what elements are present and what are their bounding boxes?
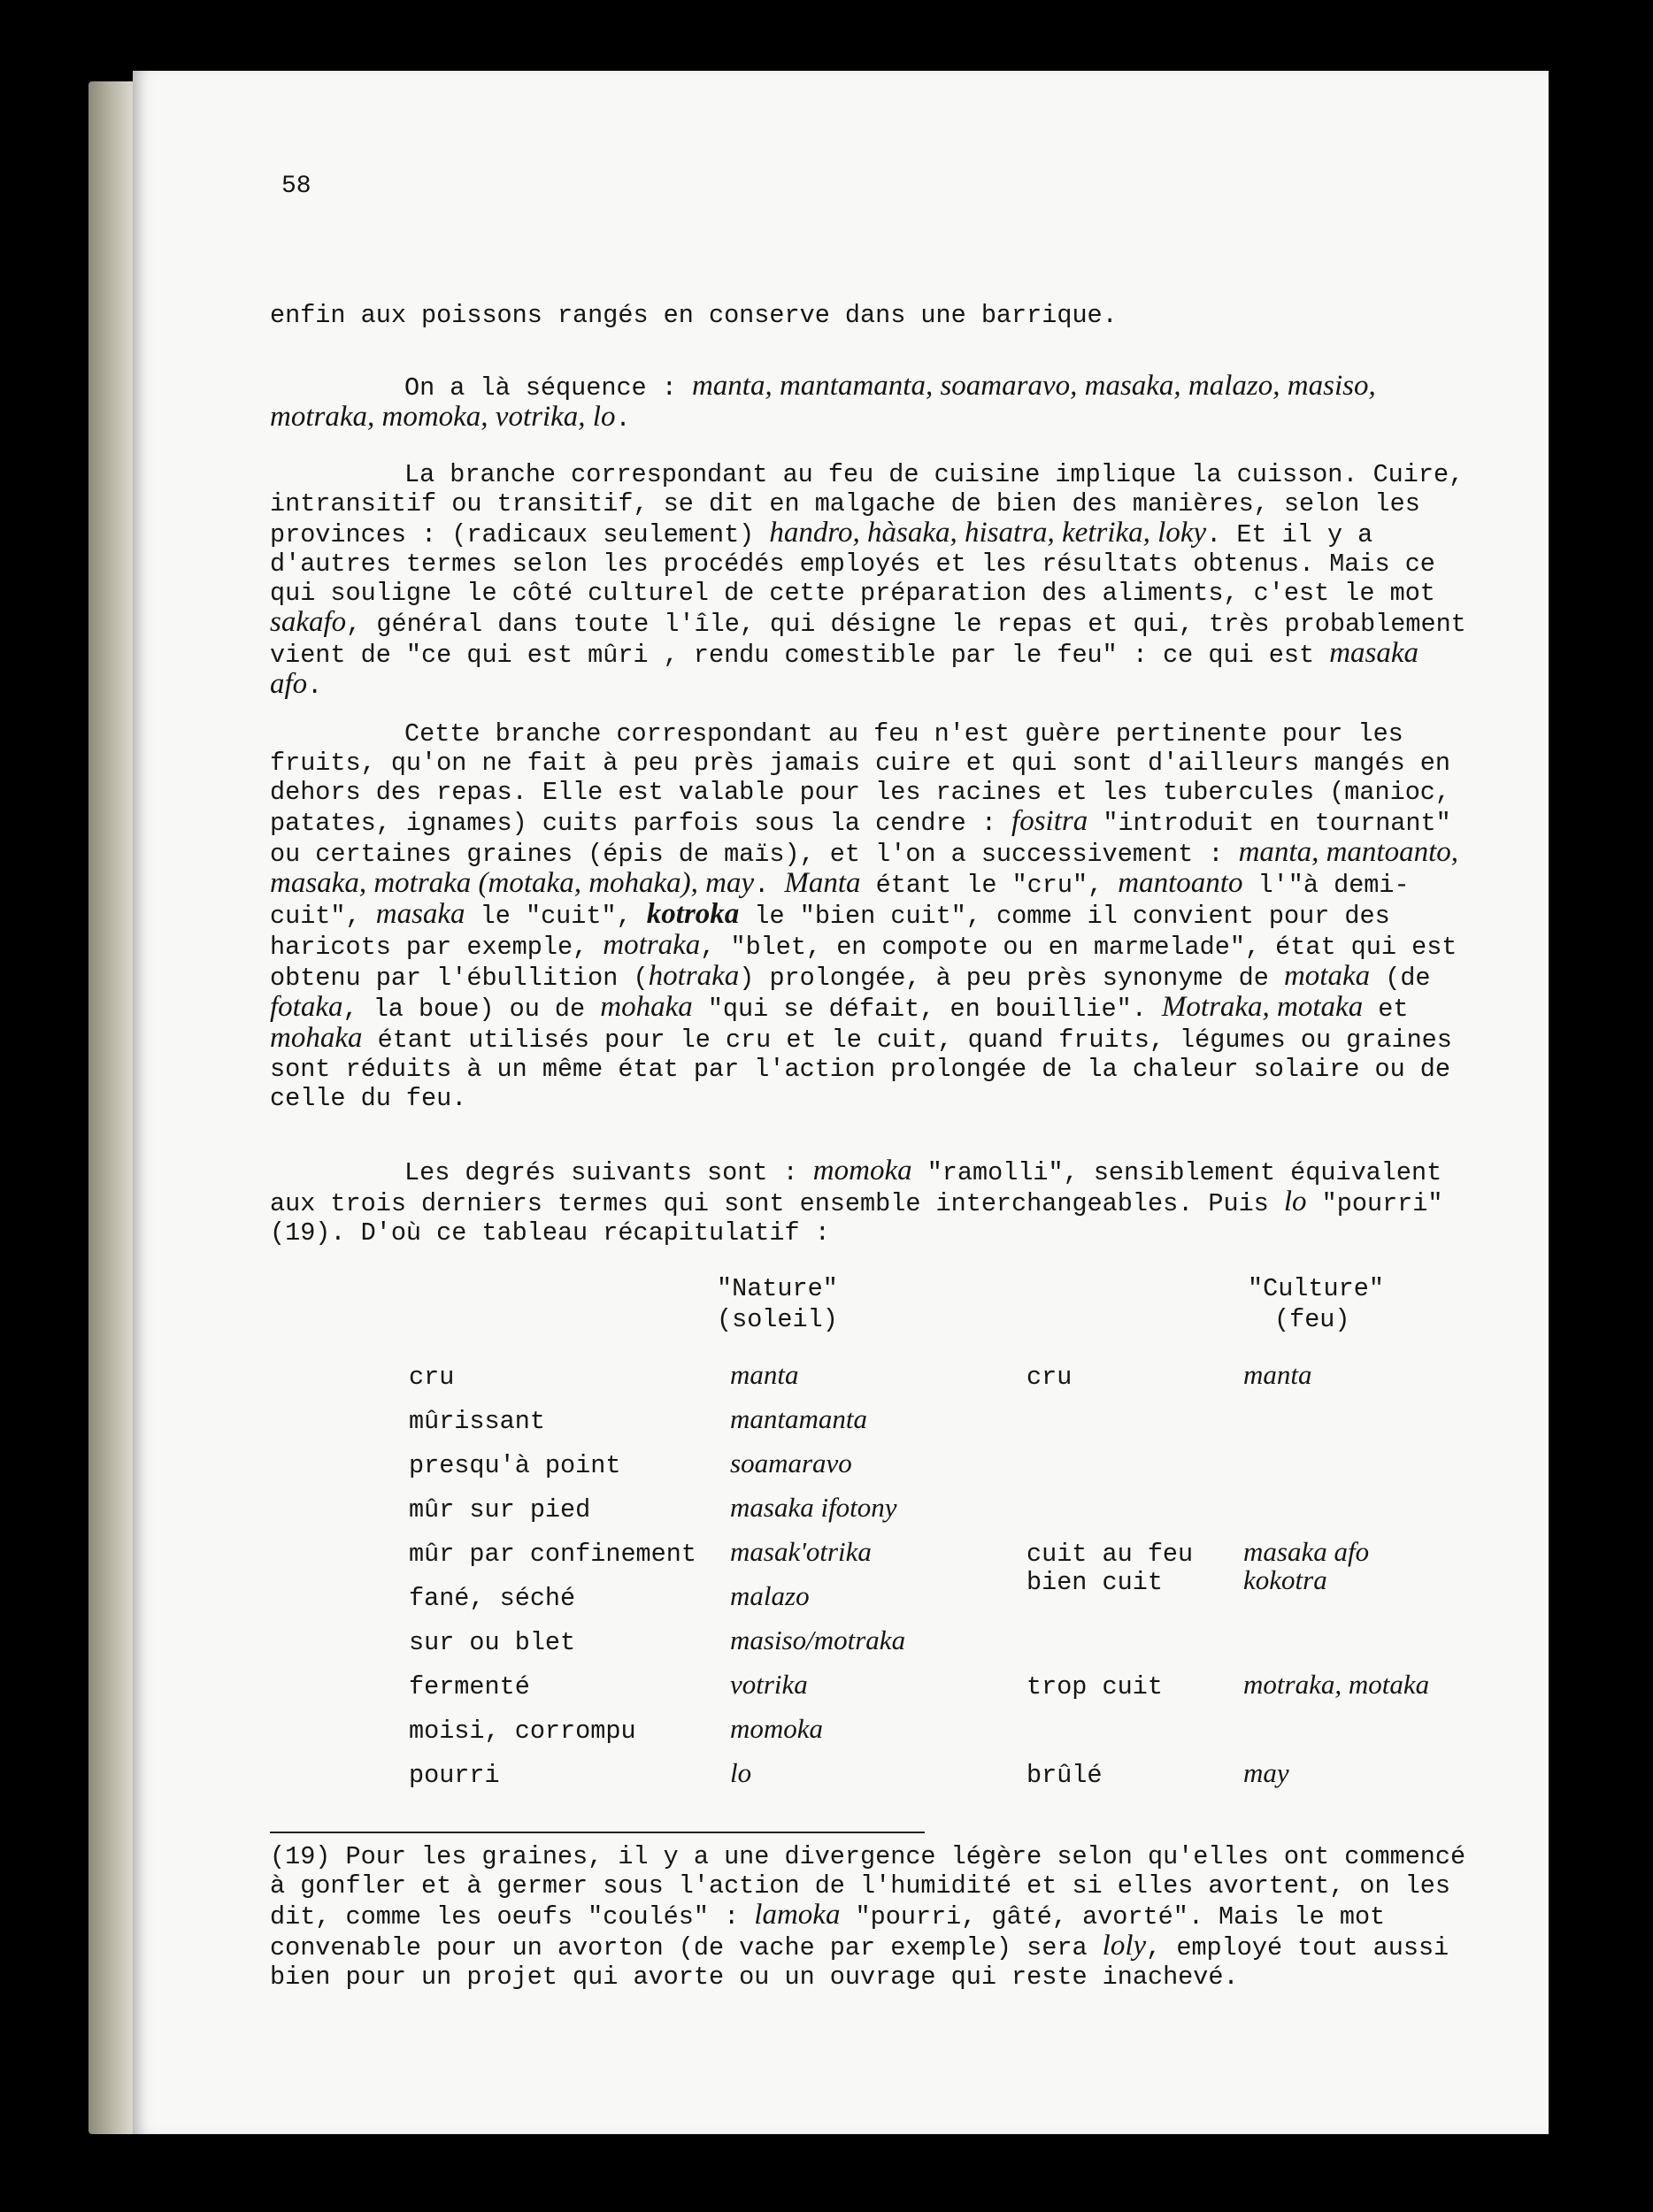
table-cell-malagasy: votrika (730, 1669, 808, 1700)
table-cell-french: sur ou blet (409, 1628, 576, 1657)
header-nature: "Nature" (717, 1274, 838, 1303)
table-cell-malagasy-culture-2: kokotra (1243, 1564, 1327, 1595)
header-nature-sub: (soleil) (717, 1305, 838, 1334)
footnote: (19) Pour les graines, il y a une divergence légère selon qu'elles ont commencé à gonfler et à germer sous l'action de l'humidité et si elles avortent, on les dit, comme les oeufs "coulés" : lamoka "pourri, gâté, avorté". Mais le mot convenable pour un avorton (de vache par exemple) sera loly, employé tout aussi bien pour un projet qui avorte ou un ouvrage qui reste inachevé. (270, 1842, 1466, 1992)
paragraph-4: Cette branche correspondant au feu n'est guère pertinente pour les fruits, qu'on ne fait à peu près jamais cuire et qui sont d'ailleurs mangés en dehors des repas. Elle est valable pour les racines et les tubercules (manioc, patates, ignames) cuits parfois sous la cendre : fositra "introduit en tournant" ou certaines graines (épis de maïs), et l'on a successivement : manta, mantoanto, masaka, motraka (motaka, mohaka), may. Manta étant le "cru", mantoanto l'"à demi-cuit", masaka le "cuit", kotroka le "bien cuit", comme il convient pour des haricots par exemple, motraka, "blet, en compote ou en marmelade", état qui est obtenu par l'ébullition (hotraka) prolongée, à peu près synonyme de motaka (de fotaka, la boue) ou de mohaka "qui se défait, en bouillie". Motraka, motaka et mohaka étant utilisés pour le cru et le cuit, quand fruits, légumes ou graines sont réduits à un même état par l'action prolongée de la chaleur solaire ou de celle du feu. (270, 719, 1458, 1113)
table-cell-french-culture: cuit au feu (1026, 1540, 1194, 1569)
header-culture-sub: (feu) (1274, 1305, 1350, 1334)
table-cell-malagasy: malazo (730, 1580, 810, 1611)
table-cell-french-culture-2: bien cuit (1026, 1568, 1163, 1597)
table-cell-malagasy: lo (730, 1757, 752, 1788)
footnote-rule (270, 1832, 925, 1833)
table-cell-french: pourri (409, 1761, 500, 1790)
table-cell-malagasy: mantamanta (730, 1403, 867, 1434)
table-cell-french-culture: brûlé (1026, 1761, 1103, 1790)
table-cell-french: cru (409, 1363, 455, 1392)
table-cell-malagasy-culture: masaka afo (1243, 1536, 1370, 1567)
table-cell-french: mûr par confinement (409, 1540, 696, 1569)
table-cell-french: moisi, corrompu (409, 1717, 636, 1746)
table-cell-french: presqu'à point (409, 1451, 621, 1480)
table-cell-french: fané, séché (409, 1584, 576, 1613)
table-cell-malagasy: masaka ifotony (730, 1492, 897, 1523)
table-cell-french: fermenté (409, 1672, 530, 1701)
paragraph-3: La branche correspondant au feu de cuisine implique la cuisson. Cuire, intransitif ou transitif, se dit en malgache de bien des manières, selon les provinces : (radicaux seulement) handro, hàsaka, hisatra, ketrika, loky. Et il y a d'autres termes selon les procédés employés et les résultats obtenus. Mais ce qui souligne le côté culturel de cette préparation des aliments, c'est le mot sakafo, général dans toute l'île, qui désigne le repas et qui, très probablement vient de "ce qui est mûri , rendu comestible par le feu" : ce qui est masaka afo. (270, 460, 1466, 701)
paragraph-5: Les degrés suivants sont : momoka "ramolli", sensiblement équivalent aux trois derniers termes qui sont ensemble interchangeables. Puis lo "pourri" (19). D'où ce tableau récapitulatif : (270, 1155, 1443, 1248)
table-cell-malagasy: momoka (730, 1713, 824, 1744)
table-cell-malagasy-culture: motraka, motaka (1243, 1669, 1430, 1700)
table-cell-french: mûr sur pied (409, 1495, 591, 1525)
table-cell-malagasy: manta (730, 1359, 799, 1390)
paragraph-2: On a là séquence : manta, mantamanta, soamaravo, masaka, malazo, masiso, motraka, momoka, votrika, lo. (270, 370, 1376, 434)
header-culture: "Culture" (1248, 1274, 1384, 1303)
table-cell-french: mûrissant (409, 1407, 545, 1436)
table-cell-malagasy: soamaravo (730, 1448, 852, 1479)
table-cell-malagasy: masak'otrika (730, 1536, 872, 1567)
paragraph-1: enfin aux poissons rangés en conserve dans une barrique. (270, 301, 1118, 330)
table-cell-french-culture: cru (1026, 1363, 1073, 1392)
table-cell-malagasy-culture: manta (1243, 1359, 1312, 1390)
table-cell-malagasy-culture: may (1243, 1757, 1289, 1788)
table-cell-malagasy: masiso/motraka (730, 1624, 906, 1655)
page-number: 58 (281, 173, 311, 200)
table-cell-french-culture: trop cuit (1026, 1672, 1163, 1701)
